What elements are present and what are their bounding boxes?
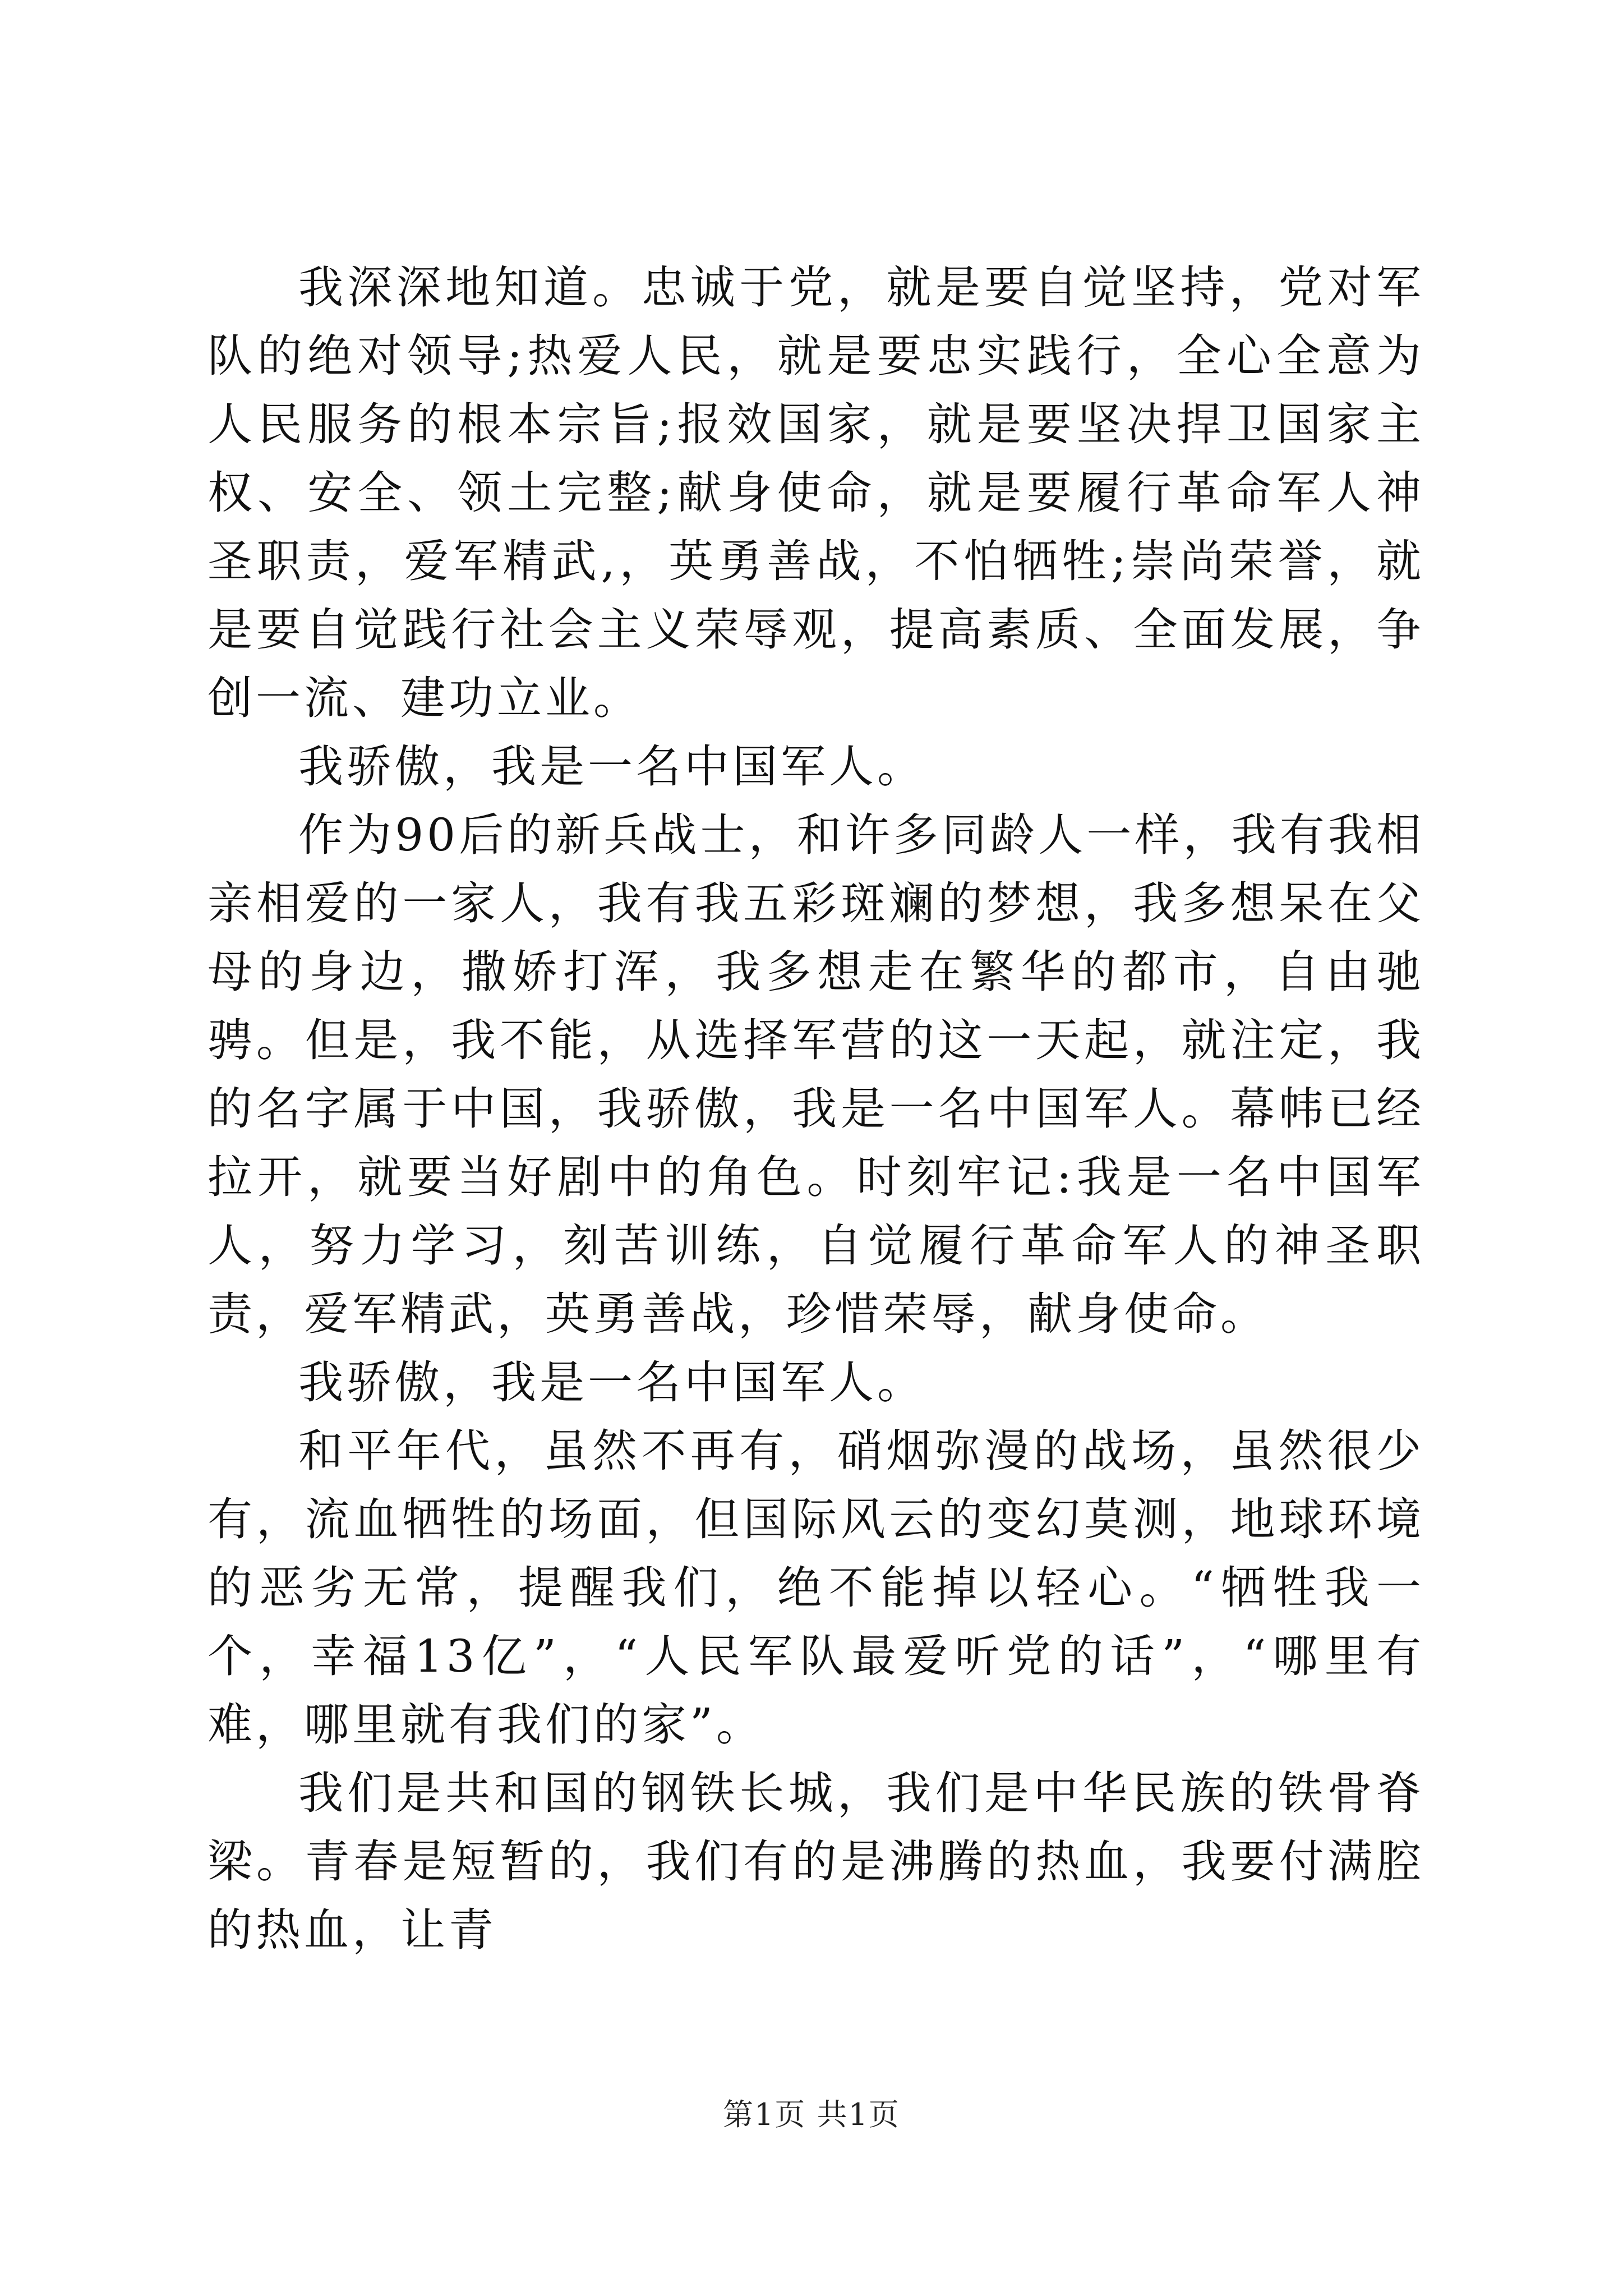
paragraph: 我骄傲，我是一名中国军人。 bbox=[298, 1356, 925, 1409]
paragraph: 我深深地知道。忠诚于党，就是要自觉坚持，党对军队的绝对领导;热爱人民，就是要忠实践行，全心全意为人民服务的根本宗旨;报效国家，就是要坚决捍卫国家主权、安全、领土完整;献身使命，就是要履行革命军人神圣职责，爱军精武,，英勇善战，不怕牺牲;崇尚荣誉，就是要自觉践行社会主义荣辱观，提高素质、全面发展，争创一流、建功立业。 bbox=[208, 261, 1424, 724]
paragraph: 我们是共和国的钢铁长城，我们是中华民族的铁骨脊梁。青春是短暂的，我们有的是沸腾的热血，我要付满腔的热血，让青 bbox=[208, 1767, 1424, 1956]
page-number-label: 第1页 共1页 bbox=[723, 2097, 900, 2132]
document-body bbox=[208, 254, 1424, 1964]
paragraph: 我骄傲，我是一名中国军人。 bbox=[298, 740, 925, 793]
paragraph: 和平年代，虽然不再有，硝烟弥漫的战场，虽然很少有，流血牺牲的场面，但国际风云的变幻莫测，地球环境的恶劣无常，提醒我们，绝不能掉以轻心。“牺牲我一个，幸福13亿”，“人民军队最爱听党的话”，“哪里有难，哪里就有我们的家”。 bbox=[208, 1425, 1424, 1751]
page-footer bbox=[0, 2097, 1623, 2133]
paragraph: 作为90后的新兵战士，和许多同龄人一样，我有我相亲相爱的一家人，我有我五彩斑斓的梦想，我多想呆在父母的身边，撒娇打浑，我多想走在繁华的都市，自由驰骋。但是，我不能，从选择军营的这一天起，就注定，我的名字属于中国，我骄傲，我是一名中国军人。幕帏已经拉开，就要当好剧中的角色。时刻牢记:我是一名中国军人，努力学习，刻苦训练，自觉履行革命军人的神圣职责，爱军精武，英勇善战，珍惜荣辱，献身使命。 bbox=[208, 809, 1424, 1340]
